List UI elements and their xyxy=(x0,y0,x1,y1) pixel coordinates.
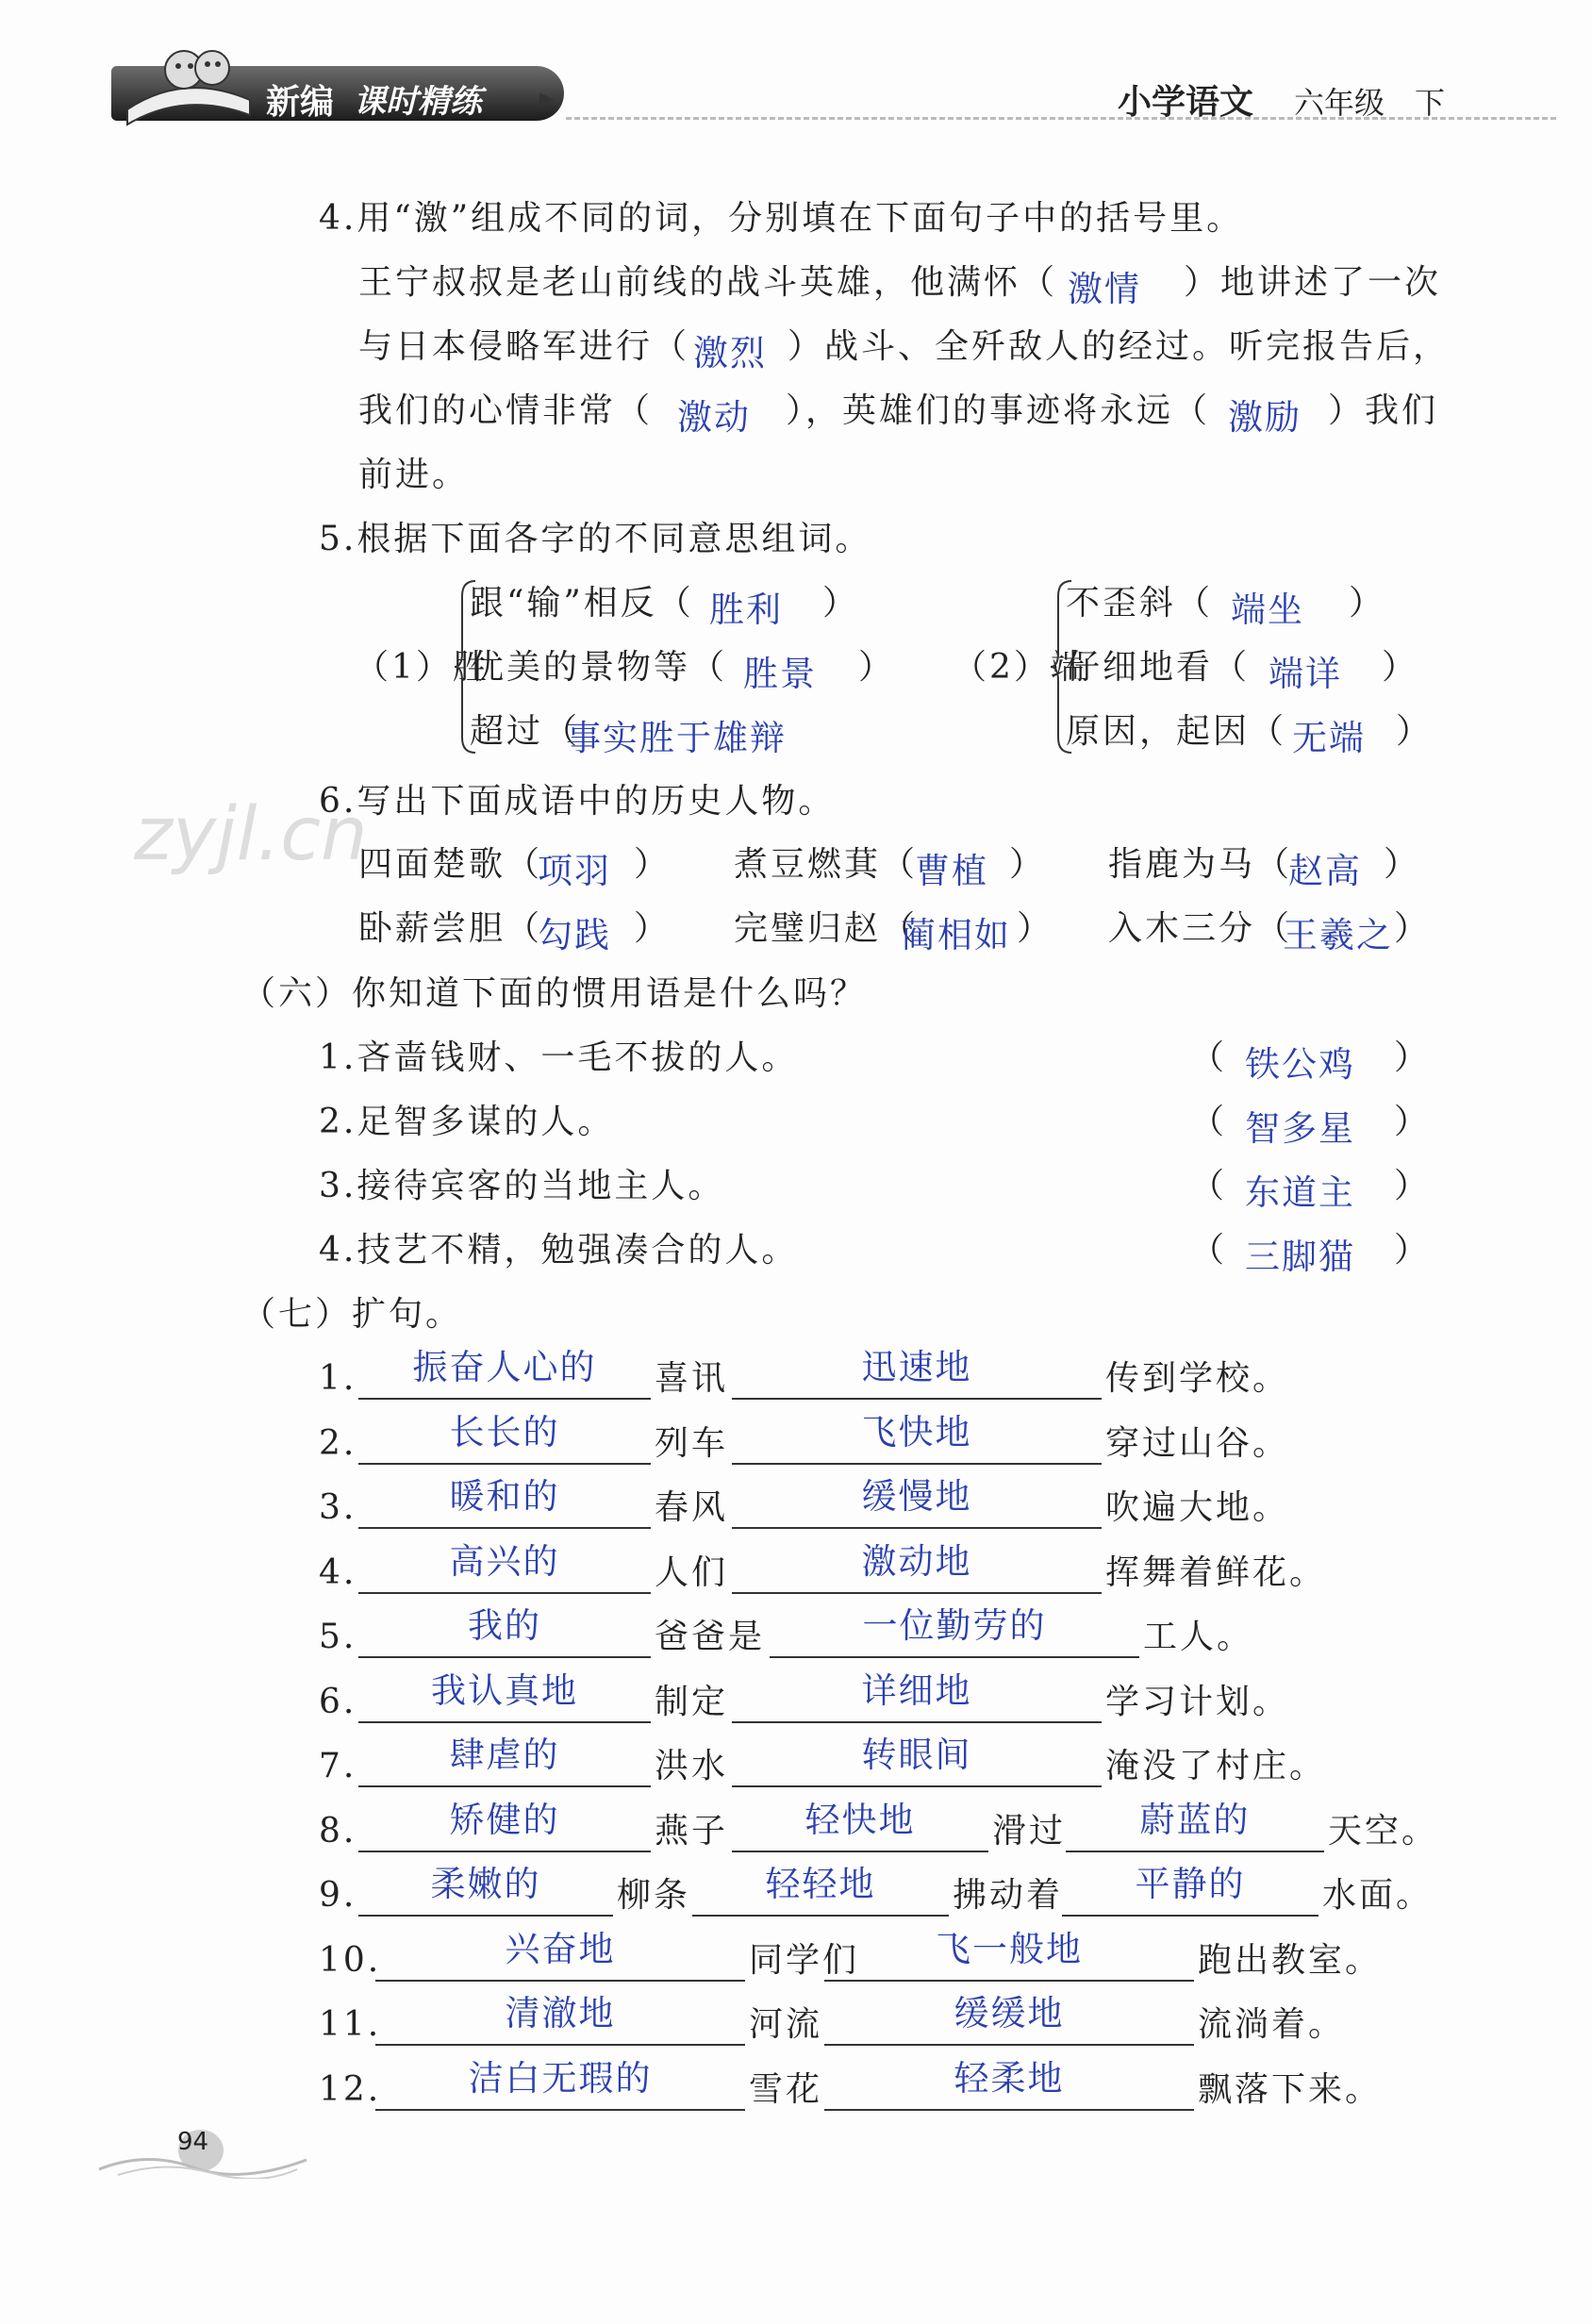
section6-title: （六）你知道下面的惯用语是什么吗？ xyxy=(241,974,868,1013)
row-number: 2. xyxy=(319,1423,357,1463)
row-number: 6. xyxy=(319,1682,357,1721)
phrase-open-paren: （ xyxy=(1190,1103,1228,1141)
q5-g2-item2: 仔细地看（ xyxy=(1066,648,1251,687)
q5-g1-close2: ） xyxy=(858,648,896,687)
q4-line2-text: 与日本侵略军进行（ xyxy=(358,327,690,366)
answer-text: 激动地 xyxy=(861,1540,972,1582)
answer-blank xyxy=(732,1851,988,1852)
q5-group1-label: （1）胜 xyxy=(355,648,489,687)
phrase-question: 1.吝啬钱财、一毛不拔的人。 xyxy=(319,1038,799,1077)
sentence-text: 吹遍大地。 xyxy=(1105,1488,1290,1527)
q5-g2-answer1: 端坐 xyxy=(1231,589,1304,630)
q6-answer-1: 项羽 xyxy=(538,851,611,891)
q5-g2-close3: ） xyxy=(1396,712,1434,751)
answer-blank xyxy=(732,1463,1102,1465)
q5-g1-item1: 跟“输”相反（ xyxy=(470,584,694,622)
q6-answer-5: 蔺相如 xyxy=(901,915,1011,955)
q4-answer-1: 激情 xyxy=(1068,269,1141,309)
answer-blank xyxy=(358,1915,613,1917)
phrase-answer: 东道主 xyxy=(1245,1172,1355,1213)
answer-text: 缓慢地 xyxy=(861,1476,972,1517)
q6-idiom-2: 煮豆燃萁（ xyxy=(734,845,919,884)
row-number: 5. xyxy=(319,1618,357,1656)
sentence-text: 人们 xyxy=(655,1552,729,1592)
row-number: 3. xyxy=(319,1488,357,1527)
answer-blank xyxy=(732,1785,1102,1787)
answer-text: 轻柔地 xyxy=(954,2057,1065,2099)
answer-blank xyxy=(732,1592,1102,1594)
answer-text: 我的 xyxy=(468,1605,541,1646)
q4-line4-text: 前进。 xyxy=(358,456,470,494)
q6-answer-6: 王羲之 xyxy=(1283,915,1393,955)
q5-g1-answer2: 胜景 xyxy=(743,654,817,694)
answer-blank xyxy=(1062,1915,1318,1917)
answer-text: 暖和的 xyxy=(449,1476,560,1517)
q6-prompt: 6.写出下面成语中的历史人物。 xyxy=(319,782,836,821)
q6-idiom-3: 指鹿为马（ xyxy=(1108,845,1293,884)
q6-idiom-5: 完璧归赵（ xyxy=(734,909,919,948)
answer-blank xyxy=(824,1980,1194,1982)
phrase-answer: 铁公鸡 xyxy=(1245,1044,1355,1085)
sentence-text: 喜讯 xyxy=(655,1359,729,1398)
header-series: 新编 xyxy=(266,83,335,122)
answer-blank xyxy=(358,1721,651,1723)
answer-blank xyxy=(358,1398,651,1400)
phrase-question: 2.足智多谋的人。 xyxy=(319,1103,615,1141)
q6-close-5: ） xyxy=(1017,909,1054,948)
q4-answer-4: 激励 xyxy=(1228,397,1302,438)
q4-line3-end: ）我们 xyxy=(1328,391,1439,430)
header-divider xyxy=(566,117,1556,120)
answer-text: 转眼间 xyxy=(861,1735,972,1775)
q6-idiom-6: 入木三分（ xyxy=(1108,909,1293,948)
q6-answer-3: 赵高 xyxy=(1288,851,1362,891)
sentence-text: 传到学校。 xyxy=(1105,1359,1290,1398)
answer-blank xyxy=(732,1398,1102,1400)
book-logo-icon xyxy=(118,34,259,128)
page-number: 94 xyxy=(177,2128,209,2156)
phrase-open-paren: （ xyxy=(1190,1231,1228,1270)
row-number: 7. xyxy=(319,1747,357,1785)
sentence-text: 跑出教室。 xyxy=(1198,1940,1383,1980)
phrase-question: 3.接待宾客的当地主人。 xyxy=(319,1167,725,1205)
answer-text: 兴奋地 xyxy=(505,1928,616,1969)
phrase-open-paren: （ xyxy=(1190,1038,1228,1077)
phrase-question: 4.技艺不精，勉强凑合的人。 xyxy=(319,1231,799,1270)
sentence-text: 洪水 xyxy=(655,1747,729,1785)
sentence-text: 爸爸是 xyxy=(655,1618,766,1656)
q4-answer-2: 激烈 xyxy=(693,333,767,374)
q6-idiom-1: 四面楚歌（ xyxy=(358,845,543,884)
q6-close-3: ） xyxy=(1384,845,1421,884)
q6-close-1: ） xyxy=(634,845,672,884)
sentence-text: 列车 xyxy=(655,1423,729,1463)
q6-close-2: ） xyxy=(1009,845,1047,884)
q4-line3-mid: ），英雄们的事迹将永远（ xyxy=(786,391,1211,430)
answer-blank xyxy=(358,1785,651,1787)
phrase-close-paren: ） xyxy=(1394,1103,1432,1141)
sentence-text: 拂动着 xyxy=(953,1876,1064,1915)
phrase-answer: 智多星 xyxy=(1245,1108,1355,1149)
q6-answer-4: 勾践 xyxy=(538,915,611,955)
q5-g1-answer3: 事实胜于雄辩 xyxy=(566,718,787,758)
header-arrow-icon: ▶ xyxy=(539,87,555,109)
q6-answer-2: 曹植 xyxy=(915,851,988,891)
sentence-text: 同学们 xyxy=(749,1940,860,1980)
q5-g1-item3: 超过（ xyxy=(470,712,581,751)
answer-text: 详细地 xyxy=(861,1669,972,1711)
answer-text: 清澈地 xyxy=(505,1993,616,2034)
answer-text: 飞快地 xyxy=(861,1411,972,1452)
phrase-close-paren: ） xyxy=(1394,1167,1432,1205)
answer-text: 蔚蓝的 xyxy=(1139,1799,1251,1840)
answer-text: 柔嫩的 xyxy=(430,1864,541,1904)
phrase-open-paren: （ xyxy=(1190,1167,1228,1205)
answer-text: 轻快地 xyxy=(804,1799,916,1840)
answer-blank xyxy=(358,1656,651,1658)
q5-g1-close1: ） xyxy=(822,584,860,622)
row-number: 8. xyxy=(319,1811,357,1851)
sentence-text: 挥舞着鲜花。 xyxy=(1105,1552,1327,1592)
answer-blank xyxy=(375,2044,745,2046)
answer-blank xyxy=(375,1980,745,1982)
q5-g1-item2: 优美的景物等（ xyxy=(470,648,728,687)
sentence-text: 水面。 xyxy=(1322,1876,1434,1915)
q5-g1-answer1: 胜利 xyxy=(709,589,783,630)
q4-line3-text: 我们的心情非常（ xyxy=(358,391,654,430)
sentence-text: 柳条 xyxy=(617,1876,691,1915)
header-subject: 小学语文 xyxy=(1118,83,1254,122)
q5-g2-close1: ） xyxy=(1349,584,1386,622)
answer-blank xyxy=(358,1463,651,1465)
row-number: 11. xyxy=(319,2005,382,2044)
q4-line2-end: ）战斗、全歼敌人的经过。听完报告后， xyxy=(788,327,1451,366)
answer-text: 轻轻地 xyxy=(765,1864,876,1904)
q4-answer-3: 激动 xyxy=(677,397,751,438)
answer-text: 迅速地 xyxy=(861,1347,972,1387)
answer-text: 一位勤劳的 xyxy=(862,1605,1047,1646)
q5-prompt: 5.根据下面各字的不同意思组词。 xyxy=(319,520,872,558)
answer-text: 矫健的 xyxy=(449,1799,560,1840)
answer-blank xyxy=(358,1851,651,1852)
sentence-text: 雪花 xyxy=(749,2069,823,2109)
answer-blank xyxy=(732,1527,1102,1529)
sentence-text: 流淌着。 xyxy=(1198,2005,1346,2044)
answer-blank xyxy=(770,1656,1139,1658)
sentence-text: 河流 xyxy=(749,2005,823,2044)
phrase-close-paren: ） xyxy=(1394,1038,1432,1077)
header-book-title: 课时精练 xyxy=(354,83,482,121)
q4-line1-text: 王宁叔叔是老山前线的战斗英雄，他满怀（ xyxy=(358,263,1058,302)
answer-blank xyxy=(358,1592,651,1594)
sentence-text: 制定 xyxy=(655,1682,729,1721)
q5-g2-close2: ） xyxy=(1382,648,1419,687)
answer-text: 飞一般地 xyxy=(936,1928,1083,1969)
row-number: 1. xyxy=(319,1359,357,1398)
q4-line1-end: ）地讲述了一次 xyxy=(1184,263,1442,302)
answer-blank xyxy=(358,1527,651,1529)
phrase-answer: 三脚猫 xyxy=(1245,1237,1355,1277)
sentence-text: 工人。 xyxy=(1143,1618,1254,1656)
answer-blank xyxy=(375,2109,745,2111)
sentence-text: 穿过山谷。 xyxy=(1105,1423,1290,1463)
answer-blank xyxy=(732,1721,1102,1723)
sentence-text: 淹没了村庄。 xyxy=(1105,1747,1327,1785)
q4-prompt: 4.用“激”组成不同的词，分别填在下面句子中的括号里。 xyxy=(319,199,1244,238)
answer-text: 高兴的 xyxy=(449,1540,560,1582)
sentence-text: 春风 xyxy=(655,1488,729,1527)
answer-text: 洁白无瑕的 xyxy=(468,2057,653,2099)
sentence-text: 学习计划。 xyxy=(1105,1682,1290,1721)
answer-text: 肆虐的 xyxy=(449,1735,560,1775)
sentence-text: 燕子 xyxy=(655,1811,729,1851)
q5-g2-answer2: 端详 xyxy=(1269,654,1342,694)
answer-blank xyxy=(1066,1851,1324,1852)
answer-text: 长长的 xyxy=(449,1411,560,1452)
header-term: 下 xyxy=(1415,85,1446,121)
watermark: zyjl.cn xyxy=(134,792,368,877)
row-number: 12. xyxy=(319,2069,382,2109)
answer-blank xyxy=(692,1915,949,1917)
q5-g2-item1: 不歪斜（ xyxy=(1066,584,1214,622)
row-number: 4. xyxy=(319,1552,357,1592)
header-grade: 六年级 xyxy=(1294,85,1385,121)
q5-g2-answer3: 无端 xyxy=(1292,718,1366,758)
sentence-text: 飘落下来。 xyxy=(1198,2069,1383,2109)
phrase-close-paren: ） xyxy=(1394,1231,1432,1270)
section7-title: （七）扩句。 xyxy=(241,1295,463,1334)
q6-close-4: ） xyxy=(634,909,672,948)
answer-blank xyxy=(824,2044,1194,2046)
answer-text: 我认真地 xyxy=(431,1669,578,1711)
sentence-text: 天空。 xyxy=(1328,1811,1439,1851)
answer-text: 缓缓地 xyxy=(954,1993,1065,2034)
q6-idiom-4: 卧薪尝胆（ xyxy=(358,909,543,948)
answer-blank xyxy=(824,2109,1194,2111)
sentence-text: 滑过 xyxy=(992,1811,1067,1851)
answer-text: 振奋人心的 xyxy=(412,1347,597,1387)
q5-g2-item3: 原因，起因（ xyxy=(1066,712,1287,751)
answer-text: 平静的 xyxy=(1135,1864,1246,1904)
q5-group2-label: （2）端 xyxy=(953,648,1087,687)
row-number: 10. xyxy=(319,1940,382,1980)
row-number: 9. xyxy=(319,1876,357,1915)
q6-close-6: ） xyxy=(1394,909,1432,948)
